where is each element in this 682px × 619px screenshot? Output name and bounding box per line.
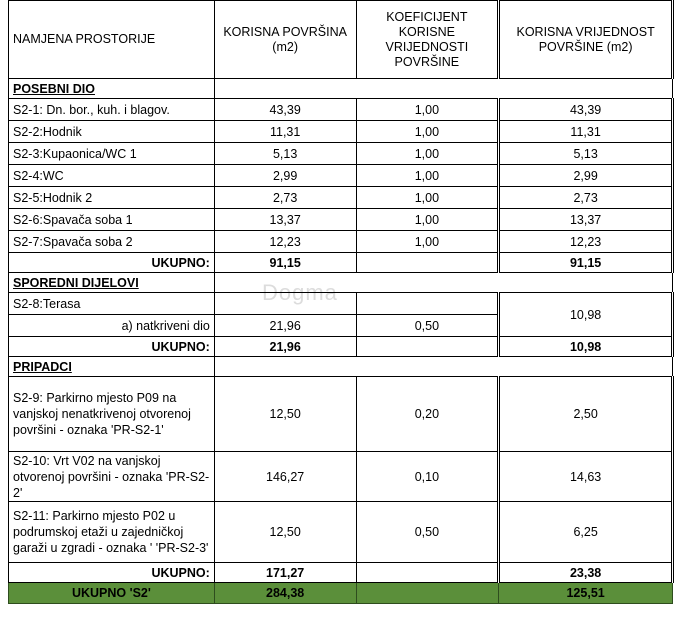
- table-row: [9, 121, 673, 143]
- room-coef: 1,00: [356, 187, 499, 209]
- table-row: [9, 377, 673, 452]
- header-usable-value: KORISNA VRIJEDNOST POVRŠINE (m2): [499, 1, 673, 79]
- room-coef: 1,00: [356, 231, 499, 253]
- room-area: 43,39: [214, 99, 356, 121]
- subtotal-row: [9, 337, 673, 357]
- room-value: 14,63: [499, 452, 673, 502]
- room-area: 21,96: [214, 315, 356, 337]
- room-coef: 0,20: [356, 377, 499, 452]
- table-row: [9, 143, 673, 165]
- watermark: Dogma: [262, 280, 338, 305]
- room-value: 2,50: [499, 377, 673, 452]
- header-usable-area: KORISNA POVRŠINA (m2): [214, 1, 356, 79]
- grand-total-value: 125,51: [499, 583, 673, 604]
- room-value: 13,37: [499, 209, 673, 231]
- room-coef: 1,00: [356, 99, 499, 121]
- room-value: 2,99: [499, 165, 673, 187]
- header-room-purpose: NAMJENA PROSTORIJE: [9, 1, 215, 79]
- room-coef: 0,10: [356, 452, 499, 502]
- section-title: POSEBNI DIO: [13, 81, 95, 96]
- grand-total-area: 284,38: [214, 583, 356, 604]
- room-area: 2,99: [214, 165, 356, 187]
- room-area: 5,13: [214, 143, 356, 165]
- subtotal-area: 91,15: [214, 253, 356, 273]
- room-name: S2-7:Spavača soba 2: [9, 231, 215, 253]
- table-row: [9, 165, 673, 187]
- room-name: S2-4:WC: [9, 165, 215, 187]
- grand-total-row: [9, 583, 673, 604]
- subtotal-label: UKUPNO:: [9, 337, 215, 357]
- table-header: [9, 1, 673, 79]
- subtotal-area: 21,96: [214, 337, 356, 357]
- table-row: [9, 502, 673, 563]
- table-row: [9, 187, 673, 209]
- subtotal-value: 23,38: [499, 563, 673, 583]
- room-area: 12,50: [214, 502, 356, 563]
- room-coef: 0,50: [356, 502, 499, 563]
- section-title: SPOREDNI DIJELOVI: [13, 275, 139, 290]
- room-name: S2-11: Parkirno mjesto P02 u podrumskoj etaži u zajedničkoj garaži u zgradi - oznaka ' 'PR-S2-3': [9, 502, 215, 563]
- room-value: 2,73: [499, 187, 673, 209]
- room-coef: 1,00: [356, 165, 499, 187]
- table-row: [9, 99, 673, 121]
- room-coef: 1,00: [356, 209, 499, 231]
- table-row: [9, 293, 673, 315]
- subtotal-area: 171,27: [214, 563, 356, 583]
- room-name: S2-5:Hodnik 2: [9, 187, 215, 209]
- room-area: 146,27: [214, 452, 356, 502]
- room-value: 12,23: [499, 231, 673, 253]
- section-posebni: [9, 79, 673, 99]
- room-value: 43,39: [499, 99, 673, 121]
- subtotal-value: 91,15: [499, 253, 673, 273]
- room-area: 12,50: [214, 377, 356, 452]
- subtotal-row: [9, 253, 673, 273]
- room-name: S2-1: Dn. bor., kuh. i blagov.: [9, 99, 215, 121]
- room-value: 6,25: [499, 502, 673, 563]
- section-pripadci: [9, 357, 673, 377]
- subtotal-label: UKUPNO:: [9, 563, 215, 583]
- room-value: 11,31: [499, 121, 673, 143]
- table-row: [9, 209, 673, 231]
- table-row: [9, 452, 673, 502]
- subtotal-value: 10,98: [499, 337, 673, 357]
- room-name: S2-9: Parkirno mjesto P09 na vanjskoj nenatkrivenoj otvorenoj površini - oznaka 'PR-S2-1': [9, 377, 215, 452]
- room-value: 10,98: [499, 293, 673, 337]
- room-name: S2-6:Spavača soba 1: [9, 209, 215, 231]
- section-sporedni: [9, 273, 673, 293]
- subtotal-label: UKUPNO:: [9, 253, 215, 273]
- room-value: 5,13: [499, 143, 673, 165]
- room-coef: 0,50: [356, 315, 499, 337]
- room-area: 11,31: [214, 121, 356, 143]
- room-area: 13,37: [214, 209, 356, 231]
- room-name: S2-3:Kupaonica/WC 1: [9, 143, 215, 165]
- header-coefficient: KOEFICIJENT KORISNE VRIJEDNOSTI POVRŠINE: [356, 1, 499, 79]
- room-coef: 1,00: [356, 143, 499, 165]
- room-coef: 1,00: [356, 121, 499, 143]
- section-title: PRIPADCI: [13, 359, 72, 374]
- grand-total-label: UKUPNO 'S2': [9, 583, 215, 604]
- subtotal-row: [9, 563, 673, 583]
- table-row: [9, 231, 673, 253]
- room-area: 2,73: [214, 187, 356, 209]
- room-name: S2-8:Terasa: [9, 293, 215, 315]
- room-name: S2-10: Vrt V02 na vanjskoj otvorenoj površini - oznaka 'PR-S2-2': [9, 452, 215, 502]
- room-area: 12,23: [214, 231, 356, 253]
- sub-label: a) natkriveni dio: [9, 315, 215, 337]
- area-table: [8, 0, 674, 604]
- room-name: S2-2:Hodnik: [9, 121, 215, 143]
